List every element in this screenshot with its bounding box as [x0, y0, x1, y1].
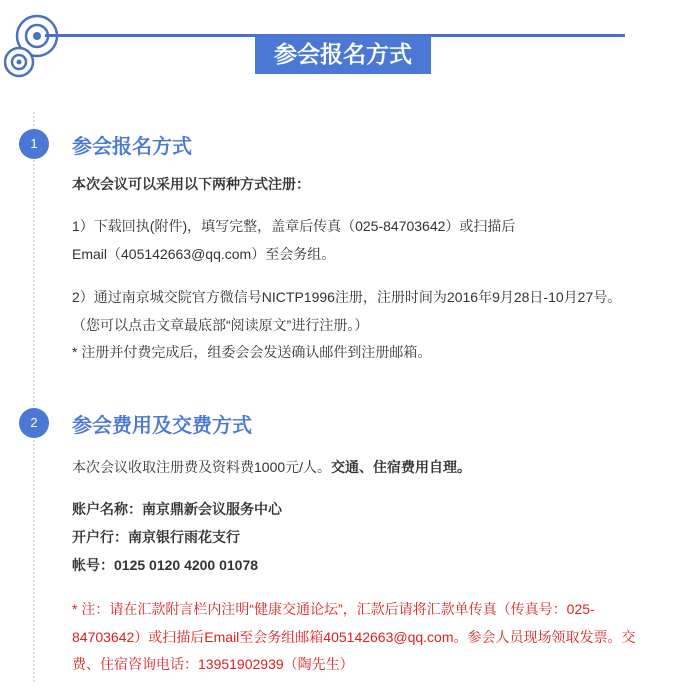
fee-note: 交通、住宿费用自理。: [331, 459, 472, 475]
step-badge: 1: [19, 129, 49, 159]
text-line: 1）下载回执(附件)，填写完整，盖章后传真（025-84703642）或扫描后: [72, 218, 516, 234]
note-line: 费、住宿咨询电话：13951902939（陶先生）: [72, 656, 354, 672]
fee-text: [72, 457, 471, 477]
section-title: 参会费用及交费方式: [72, 415, 252, 437]
page-title: 参会报名方式: [255, 35, 431, 74]
step-badge: 2: [19, 408, 49, 438]
timeline-line: [33, 112, 35, 682]
account-name: 账户名称：南京鼎新会议服务中心: [72, 501, 282, 517]
note-line: 84703642）或扫描后Email至会务组邮箱405142663@qq.com。参会人员现场领取发票。交: [72, 629, 636, 645]
text-line: * 注册并付费完成后，组委会会发送确认邮件到注册邮箱。: [72, 344, 432, 360]
intro-text: 本次会议可以采用以下两种方式注册：: [72, 176, 310, 192]
bank: 开户行：南京银行雨花支行: [72, 529, 240, 545]
target-circles-icon: [4, 12, 74, 82]
section-title: 参会报名方式: [72, 136, 192, 158]
note-line: * 注：请在汇款附言栏内注明“健康交通论坛”，汇款后请将汇款单传真（传真号：025-: [72, 601, 595, 617]
account-number: 帐号：0125 0120 4200 01078: [72, 557, 259, 573]
text-line: 2）通过南京城交院官方微信号NICTP1996注册，注册时间为2016年9月28日-10月27号。: [72, 289, 622, 305]
fee-amount: 本次会议收取注册费及资料费1000元/人。: [72, 459, 332, 475]
text-line: （您可以点击文章最底部“阅读原文”进行注册。）: [72, 317, 369, 333]
text-line: Email（405142663@qq.com）至会务组。: [72, 246, 336, 262]
